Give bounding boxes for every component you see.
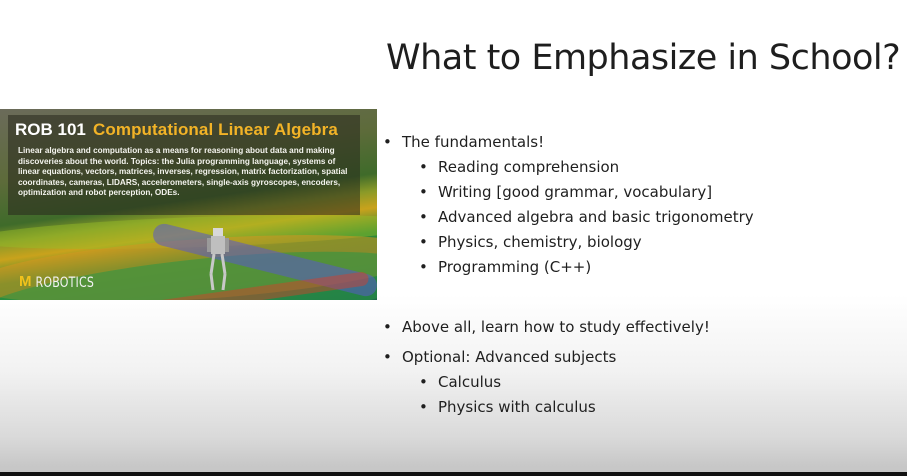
robotics-wordmark: ROBOTICS [35,273,95,291]
bullet-dot: • [383,348,392,366]
bullet-text: Calculus [438,373,502,391]
course-code: ROB 101 [15,120,86,139]
list-item [419,258,592,276]
bullet-dot: • [419,158,428,176]
course-description: Linear algebra and computation as a means for reasoning about data and making discoveries about the world. Topics: the Julia programming language, systems of linear equations, vectors, matrices, inverses, regression, matrix factorization, spatial coordinates, cameras, LIDARS, accelerometers, single-axis gyroscopes, encoders, optimization and robot perception, ODEs. [18,146,348,198]
bullet-text: The fundamentals! [402,133,545,151]
bullet-dot: • [383,318,392,336]
bipedal-robot-icon [203,224,233,294]
michigan-robotics-logo [19,275,94,289]
list-item [383,318,710,336]
list-item [383,133,545,151]
bullet-text: Physics, chemistry, biology [438,233,642,251]
bullet-text: Optional: Advanced subjects [402,348,617,366]
list-item [383,348,617,366]
list-item [419,183,713,201]
list-item [419,233,642,251]
bullet-dot: • [419,398,428,416]
video-bottom-bar [0,472,907,476]
list-item [419,373,502,391]
bullet-text: Reading comprehension [438,158,620,176]
bullet-text: Writing [good grammar, vocabulary] [438,183,713,201]
list-item [419,398,596,416]
bullet-dot: • [419,208,428,226]
bullet-dot: • [383,133,392,151]
bullet-text: Advanced algebra and basic trigonometry [438,208,754,226]
list-item [419,158,620,176]
bullet-dot: • [419,183,428,201]
list-item [419,208,754,226]
bullet-dot: • [419,258,428,276]
bullet-dot: • [419,373,428,391]
course-name: Computational Linear Algebra [93,120,338,139]
slide-title: What to Emphasize in School? [386,38,901,78]
bullet-text: Above all, learn how to study effectively! [402,318,710,336]
bullet-text: Programming (C++) [438,258,592,276]
block-m-logo: M [19,273,32,290]
bullet-text: Physics with calculus [438,398,596,416]
bullet-dot: • [419,233,428,251]
course-banner-image [0,109,377,300]
